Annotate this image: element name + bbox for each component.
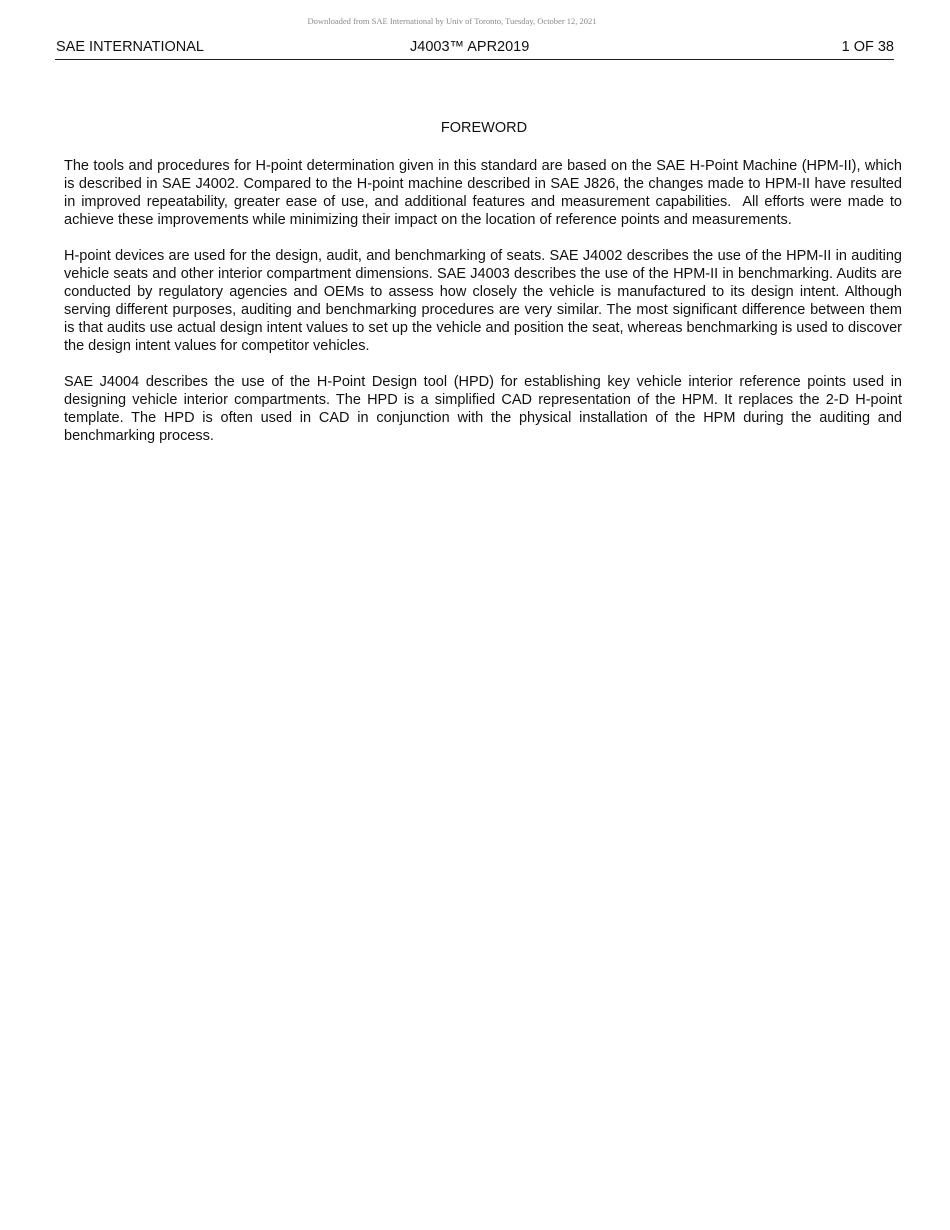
page-content: [64, 119, 907, 463]
download-watermark: Downloaded from SAE International by Univ of Toronto, Tuesday, October 12, 2021: [307, 16, 597, 26]
foreword-paragraph-3: SAE J4004 describes the use of the H-Point Design tool (HPD) for establishing key vehicle interior reference points used in designing vehicle interior compartments. The HPD is a simplified CAD representation of the HPM. It replaces the 2-D H-point template. The HPD is often used in CAD in conjunction with the physical installation of the HPM during the auditing and benchmarking process.: [64, 374, 907, 444]
section-title: FOREWORD: [440, 120, 528, 136]
header-document-id: J4003™ APR2019: [410, 39, 530, 55]
header-organization: SAE INTERNATIONAL: [56, 39, 204, 55]
header-page-number: 1 OF 38: [841, 39, 894, 55]
foreword-paragraph-1: The tools and procedures for H-point determination given in this standard are based on the SAE H-Point Machine (HPM-II), which is described in SAE J4002. Compared to the H-point machine described in SAE J826, the changes made to HPM-II have resulted in improved repeatability, greater ease of use, and additional features and measurement capabilities. All efforts were made to achieve these improvements while minimizing their impact on the location of reference points and measurements.: [64, 158, 907, 228]
running-header: [55, 38, 894, 60]
foreword-paragraph-2: H-point devices are used for the design, audit, and benchmarking of seats. SAE J4002 describes the use of the HPM-II in auditing vehicle seats and other interior compartment dimensions. SAE J4003 describes the use of the HPM-II in benchmarking. Audits are conducted by regulatory agencies and OEMs to assess how closely the vehicle is manufactured to its design intent. Although serving different purposes, auditing and benchmarking procedures are very similar. The most significant difference between them is that audits use actual design intent values to set up the vehicle and position the seat, whereas benchmarking is used to discover the design intent values for competitor vehicles.: [64, 248, 907, 354]
